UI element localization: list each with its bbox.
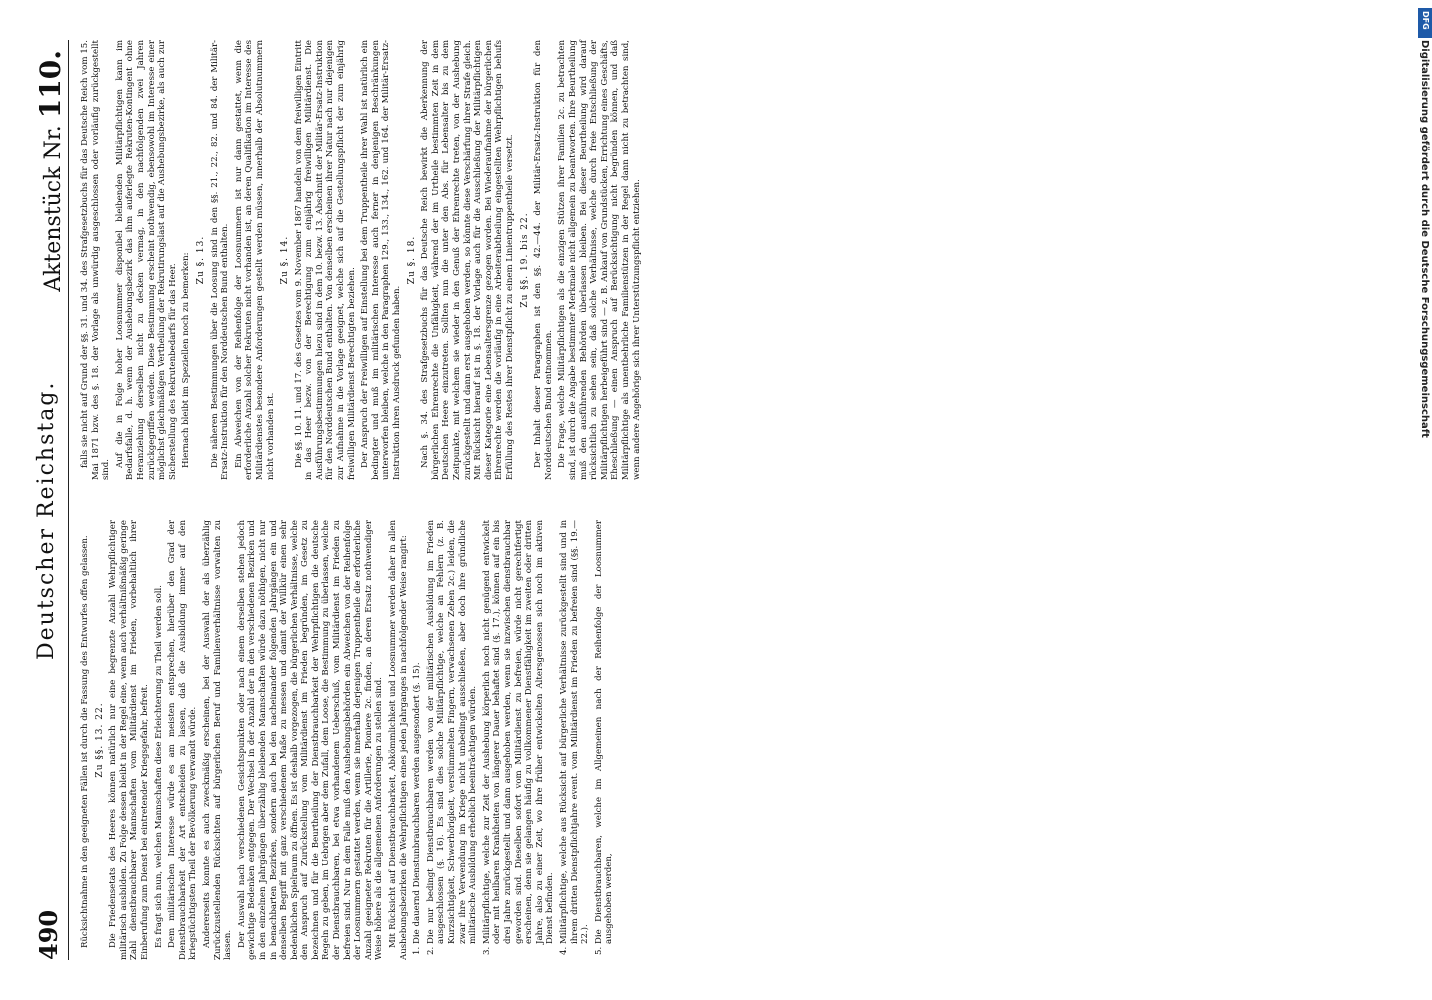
section-heading: Zu §§. 13. 22. — [94, 702, 105, 778]
paragraph: Es fragt sich nun, welchen Mannschaften diese Erleichterung zu Theil werden soll. — [153, 585, 164, 948]
page-header — [28, 40, 69, 960]
ref-prefix: Aktenstück Nr. — [41, 125, 66, 292]
paragraph: Auf die in Folge hoher Loosnummer disponibel bleibenden Militärpflichtigen kann im Bedarfsfalle, d. h. wenn der Aushebungsbezirk das ihm auferlegte Rekruten-Kontingent ohne Heranziehung derselben nicht zu decken vermag, in den nachfolgenden zwei Jahren zurückgegriffen werden. Diese Bestimmung erscheint nothwendig, ebensowohl im Interesse einer möglichst gleichmäßigen Vertheilung der Rekrutirungslast auf die Aushebungsbezirke, als auch zur Sicherstellung des Rekrutenbedarfs für das Heer. — [114, 40, 178, 480]
section-heading: Zu §. 13. — [195, 235, 206, 285]
page-title: Deutscher Reichstag. — [34, 380, 59, 660]
page-number: 490 — [34, 909, 63, 960]
list-item: 1. Die dauernd Dienstunbrauchbaren werden ausgesondert (§. 15). — [412, 520, 423, 944]
right-column — [80, 40, 645, 480]
paragraph: Die §§. 10. 11. und 17. des Gesetzes vom 9. November 1867 handeln von dem freiwilligen Eintritt in das Heer bezw. von der Berechtigung zum einjährig freiwilligen Militärdienst. Die Ausführungsbestimmungen hiezu sind in dem 10. bezw. 13. Abschnitt der Militär-Ersatz-Instruktion für den Norddeutschen Bund enthalten. Von denselben erscheinen ihrer Natur nach nur diejenigen zur Aufnahme in die Vorlage geeignet, welche sich auf die Gestellungspflicht der zum einjährig freiwilligen Militärdienst Berechtigten beziehen. — [293, 40, 357, 480]
ref-number: 110. — [34, 50, 67, 119]
paragraph: Nach §. 34. des Strafgesetzbuchs für das Deutsche Reich bewirkt die Aberkennung der bürgerlichen Ehrenrechte die Unfähigkeit, während der im Urtheile bestimmten Zeit in dem Deutschen Heere einzutreten. Sollten nun die unter den Abs. für Lebensalter bis zu dem Zeitpunkte, mit welchem sie wieder in den Genuß der Ehrenrechte treten, von der Aushebung zurückgestellt und dann erst ausgehoben werden, so könnte diese Verschärfung ihrer Strafe gleich. Mit Rücksicht hierauf ist in §. 18. der Vorlage auch für die Ausschließung der Militärpflichtigen dieser Kategorie eine Lebensaltersgrenze gezogen worden. Bei Wiederaufnahme der bürgerlichen Ehrenrechte werden die vorläufig in eine Arbeiterabtheilung eingestellten Wehrpflichtigen behufs Erfüllung des Restes ihrer Dienstpflicht zu einem Linientruppentheile versetzt. — [420, 40, 515, 480]
paragraph: Der Anspruch der Freiwilligen auf Einstellung bei dem Truppentheile ihrer Wahl ist natürlich ein bedingter und muß im militärischen Interesse auch ferner in denjenigen Beschränkungen unterworfen bleiben, welche in den Paragraphen 129., 133., 134., 162. und 164. der Militär-Ersatz-Instruktion ihren Ausdruck gefunden haben. — [360, 40, 403, 480]
paragraph: Rücksichtnahme in den geeigneten Fällen ist durch die Fassung des Entwurfes offen gelassen. — [80, 535, 90, 948]
rank-list — [412, 520, 615, 960]
paragraph: falls sie nicht auf Grund der §§. 31. und 34. des Strafgesetzbuchs für das Deutsche Reich vom 15. Mai 1871 bzw. des §. 18. der Vorlage als unwürdig ausgeschlossen oder vorläufig zurückgestellt sind. — [80, 40, 112, 480]
list-item: 2. Die nur bedingt Dienstbrauchbaren werden von der militärischen Ausbildung im Frieden ausgeschlossen (§. 16). Es sind dies solche Militärpflichtige, welche an Fehlern (z. B. Kurzsichtigkeit, Schwerhörigkeit, verstümmelten Fingern, verwachsenen Zehen 2c.) leiden, die zwar ihre Verwendung im Kriege nicht unbedingt ausschließen, aber doch ihre gründliche militärische Ausbildung erheblich beeinträchtigen würden. — [426, 520, 479, 944]
left-column — [80, 520, 618, 960]
paragraph: Hiernach bleibt im Speziellen noch zu bemerken: — [181, 252, 192, 468]
document-reference — [34, 50, 67, 292]
paragraph: Andererseits konnte es auch zweckmäßig erscheinen, bei der Auswahl der als überzählig Zurückzustellenden Rücksichten auf bürgerlichen Beruf und Familienverhältnisse vorwalten zu lassen. — [201, 520, 234, 960]
paragraph: Der Inhalt dieser Paragraphen ist den §§. 42.—44. der Militär-Ersatz-Instruktion für den Norddeutschen Bund entnommen. — [533, 40, 554, 480]
section-heading: Zu §. 18. — [406, 235, 417, 285]
credit-text: Digitalisierung gefördert durch die Deutsche Forschungsgemeinschaft — [1419, 40, 1430, 438]
paragraph: Der Auswahl nach verschiedenen Gesichtspunkten oder nach einem derselben stehen jedoch gewichtige Bedenken entgegen. Der Wechsel in der Anzahl der in den verschiedenen Bezirken und in den einzelnen Jahrgängen überzählig bleibenden Mannschaften würde dazu nöthigen, nicht nur in benachbarten Bezirken, sondern auch bei den nacheinander folgenden Jahrgängen ein und denselben Begriff mit ganz verschiedenem Maße zu messen und damit der Willkür einen sehr bedenklichen Spielraum zu öffnen. Es ist deshalb vorgezogen, die bürgerlichen Verhältnisse, welche den Anspruch auf Zurückstellung vom Militärdienst im Frieden begründen, im Gesetz zu bezeichnen und für die Beurtheilung der Dienstbrauchbarkeit der Wehrpflichtigen die deutsche Regeln zu geben, im Uebrigen aber dem Zufall, dem Loose, die Bestimmung zu überlassen, welche der Dienstbrauchbaren, bei etwa vorhandenem Ueberschuß, vom Militärdienst im Frieden zu befreien sind. Nur in dem Falle muß den Aushebungsbehörden ein Abweichen von der Reihenfolge der Loosnummern gestattet werden, wenn sie innerhalb derjenigen Truppentheile die erforderliche Anzahl geeigneter Rekruten für die Artillerie, Pioniere 2c. finden, an deren Ersatz nothwendiger Weise höhere als die allgemeinen Anforderungen zu stellen sind. — [236, 520, 385, 960]
dfg-badge-text: DFG — [1421, 11, 1430, 30]
paragraph: Ein Abweichen von der Reihenfolge der Loosnummern ist nur dann gestattet, wenn die erforderliche Anzahl solcher Rekruten nicht vorhanden ist, an deren Qualifikation im Interesse des Militärdienstes besondere Anforderungen gestellt werden müssen, innerhalb der Absolutnummern nicht vorhanden ist. — [233, 40, 276, 480]
digitization-credit — [1414, 40, 1432, 640]
dfg-logo-label — [1419, 10, 1431, 38]
paragraph: Die Frage, welche Militärpflichtigen als die einzigen Stützen ihrer Familien 2c. zu betrachten sind, ist durch die Angabe bestimmter Merkmale nicht allgemein zu beantworten. Ihre Beurtheilung muß den ausführenden Behörden überlassen bleiben. Bei dieser Beurtheilung wird darauf rücksichtlich zu sehen sein, daß solche Verhältnisse, welche durch freie Entschließung der Militärpflichtigen herbeigeführt sind — z. B. Ankauf von Grundstücken, Errichtung eines Geschäfts, Eheschließung — einen Anspruch auf Berücksichtigung nicht begründen können, und daß Militärpflichtige als unentbehrliche Familienstützen in der Regel dann nicht zu betrachten sind, wenn andere Angehörige sich ihrer Unterstützungspflicht entziehen. — [557, 40, 642, 480]
section-heading: Zu §§. 19. bis 22. — [519, 212, 530, 308]
paragraph: Dem militärischen Interesse würde es am meisten entsprechen, hierüber den Grad der Dienstbrauchbarkeit der Art entscheiden zu lassen, daß die Ausbildung immer auf den kriegstüchtigsten Theil der Bevölkerung verwandt würde. — [167, 520, 199, 960]
list-item: 5. Die Dienstbrauchbaren, welche im Allgemeinen nach der Reihenfolge der Loosnummer ausgehoben werden, — [594, 520, 615, 944]
paragraph: Die Friedensetats des Heeres können natürlich nur eine begrenzte Anzahl Wehrpflichtiger militärisch ausbilden. Zu Folge dessen bleibt in der Regel eine, wenn auch verhältnißmäßig geringe Zahl dienstbrauchbarer Mannschaften vom Militärdienst im Frieden, vorbehaltlich ihrer Einberufung zum Dienst bei eintretender Kriegsgefahr, befreit. — [108, 520, 150, 960]
section-heading: Zu §. 14. — [280, 235, 291, 285]
list-item: 3. Militärpflichtige, welche zur Zeit der Aushebung körperlich noch nicht genügend entwickelt oder mit heilbaren Krankheiten von längerer Dauer behaftet sind (§. 17.), können auf ein bis drei Jahre zurückgestellt und dann ausgehoben werden, wenn sie inzwischen dienstbrauchbar geworden sind. Dieselben sofort vom Militärdienst zu befreien, würde nicht gerechtfertigt erscheinen, denn sie gelangen häufig zu vollkommener Dienstfähigkeit im zweiten oder dritten Jahre, also zu einer Zeit, wo ihre früher entwickelten Altersgenossen sich noch im aktiven Dienst befinden. — [482, 520, 556, 944]
paragraph: Die näheren Bestimmungen über die Loosung sind in den §§. 21., 22., 82. und 84. der Militär-Ersatz-Instruktion für den Norddeutschen Bund enthalten. — [209, 40, 231, 480]
paragraph: Mit Rücksicht auf Dienstbrauchbarkeit, Abkömmlichkeit und Loosnummer werden daher in allen Aushebungsbezirken die Wehrpflichtigen eines jeden Jahrganges in nachfolgender Weise rangirt: — [388, 520, 409, 960]
list-item: 4. Militärpflichtige, welche aus Rücksicht auf bürgerliche Verhältnisse zurückgestellt sind und in ihrem dritten Dienstpflichtjahre event. vom Militärdienst im Frieden zu befreien sind (§§. 19.—22.). — [559, 520, 591, 944]
